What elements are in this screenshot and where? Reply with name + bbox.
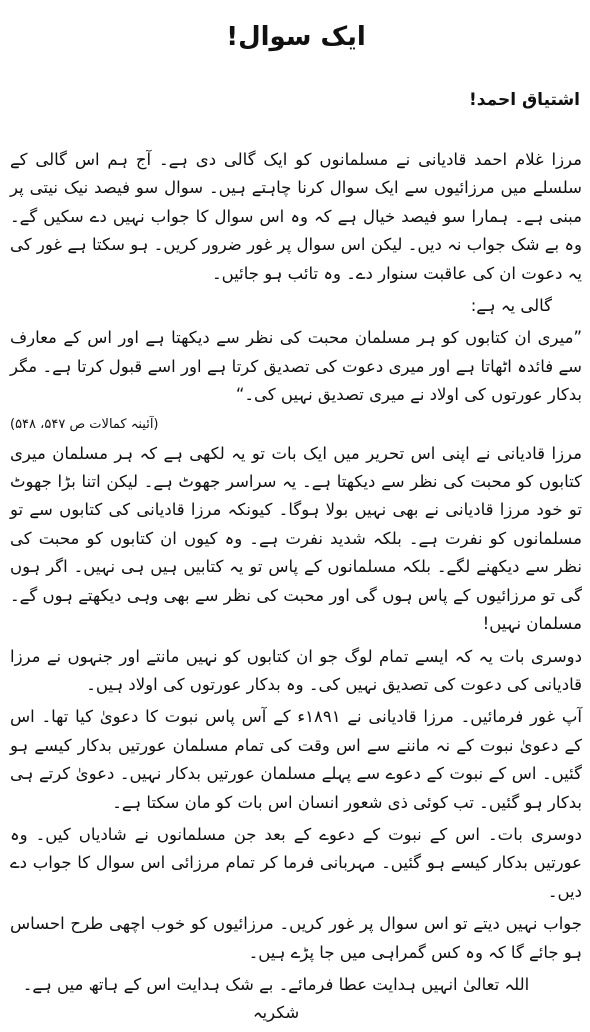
paragraph-second-matter: دوسری بات۔ اس کے نبوت کے دعوے کے بعد جن مسلمانوں نے شادیاں کیں۔ وہ عورتیں بدکار کیسے ہو گئیں۔ مہربانی فرما کر تمام مرزائی اس سوال کا جواب دے دیں۔ <box>10 824 582 901</box>
closing-line: اللہ تعالیٰ انہیں ہدایت عطا فرمائے۔ بے شک ہدایت اس کے ہاتھ میں ہے۔ شکریہ <box>22 974 530 1023</box>
author-name: اشتیاق احمد! <box>469 90 580 110</box>
article-body <box>10 146 582 1032</box>
paragraph-quote: ”میری ان کتابوں کو ہر مسلمان محبت کی نظر سے دیکھتا ہے اور اس کے معارف سے فائدہ اٹھاتا ہے اور میری دعوت کی تصدیق کرتا ہے اور اسے قبول کرتا ہے۔ مگر بدکار عورتوں کی اولاد نے میری تصدیق نہیں کی۔“ <box>10 328 582 405</box>
paragraph-first-point: مرزا قادیانی نے اپنی اس تحریر میں ایک بات تو یہ لکھی ہے کہ ہر مسلمان میری کتابوں کو محبت کی نظر سے دیکھتا ہے۔ یہ سراسر جھوٹ ہے۔ لیکن اتنا بڑا جھوٹ تو خود مرزا قادیانی نے بھی نہیں بولا ہوگا۔ کیونکہ مرزا قادیانی کی کتابوں سے تو مسلمانوں کو نفرت ہے۔ بلکہ شدید نفرت ہے۔ وہ کیوں ان کتابوں کو محبت کی نظر سے دیکھنے لگے۔ بلکہ مسلمانوں کے پاس تو یہ کتابیں ہیں ہی نہیں۔ اگر ہوں گی تو مرزائیوں کے پاس ہوں گی اور محبت کی نظر سے بھی وہی دیکھتے ہوں گے۔ مسلمان نہیں! <box>10 443 582 634</box>
paragraph-answer: جواب نہیں دیتے تو اس سوال پر غور کریں۔ مرزائیوں کو خوب اچھی طرح احساس ہو جائے گا کہ وہ کس گمراہی میں جا پڑے ہیں۔ <box>10 914 582 962</box>
document-page <box>10 0 582 1023</box>
paragraph-intro: مرزا غلام احمد قادیانی نے مسلمانوں کو ایک گالی دی ہے۔ آج ہم اس گالی کے سلسلے میں مرزائیوں سے ایک سوال کرنا چاہتے ہیں۔ سوال سو فیصد نیک نیتی پر مبنی ہے۔ ہمارا سو فیصد خیال ہے کہ وہ اس سوال کا جواب نہیں دے سکیں گے۔ وہ بے شک جواب نہ دیں۔ لیکن اس سوال پر غور ضرور کریں۔ ہو سکتا ہے غور کی یہ دعوت ان کی عاقبت سنوار دے۔ وہ تائب ہو جائیں۔ <box>10 150 582 283</box>
paragraph-consider: آپ غور فرمائیں۔ مرزا قادیانی نے ۱۸۹۱ء کے آس پاس نبوت کا دعویٰ کیا تھا۔ اس کے دعویٰ نبوت کے نہ ماننے سے اس وقت کی تمام مسلمان عورتیں بدکار کیسے ہو گئیں۔ اس کے نبوت کے دعوے سے پہلے مسلمان عورتیں بدکار نہیں۔ دعویٰ کرتے ہی بدکار ہو گئیں۔ تب کوئی ذی شعور انسان اس بات کو مان سکتا ہے۔ <box>10 707 582 812</box>
paragraph-second-point: دوسری بات یہ کہ ایسے تمام لوگ جو ان کتابوں کو نہیں مانتے اور جنہوں نے مرزا قادیانی کی دعوت کی تصدیق نہیں کی۔ وہ بدکار عورتوں کی اولاد ہیں۔ <box>10 646 582 694</box>
page-title: ایک سوال! <box>226 22 366 52</box>
paragraph-abuse-label: گالی یہ ہے: <box>470 296 552 316</box>
quote-reference: (آئینہ کمالات ص ۵۴۷، ۵۴۸) <box>10 416 159 432</box>
